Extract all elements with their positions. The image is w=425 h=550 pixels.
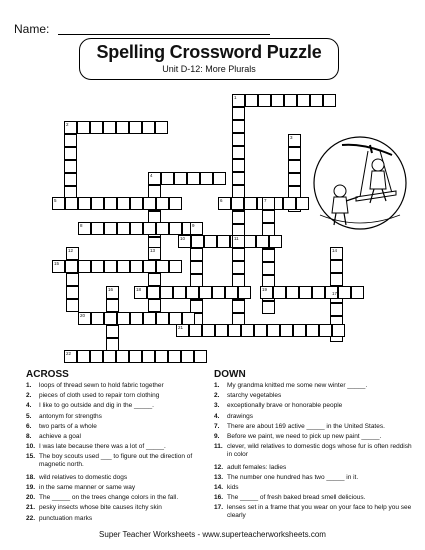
name-line[interactable] — [58, 34, 270, 35]
down-clue — [214, 433, 414, 441]
crossword-cell[interactable] — [90, 121, 103, 134]
clue-number: 15. — [26, 453, 36, 461]
clue-number-label: 9 — [192, 223, 195, 228]
crossword-cell[interactable] — [169, 197, 182, 210]
crossword-cell[interactable] — [319, 324, 332, 337]
clue-text: punctuation marks — [39, 514, 93, 522]
crossword-cell[interactable] — [130, 312, 143, 325]
crossword-cell[interactable] — [262, 249, 275, 262]
crossword-cell[interactable] — [181, 350, 194, 363]
clue-number: 16. — [214, 494, 224, 502]
clue-text: The boy scouts used ___ to figure out the direction of magnetic north. — [39, 453, 193, 468]
crossword-cell[interactable] — [91, 222, 104, 235]
crossword-cell[interactable] — [312, 286, 325, 299]
clue-number: 2. — [26, 392, 32, 400]
clue-number-label: 13 — [150, 248, 156, 253]
crossword-cell[interactable] — [245, 94, 258, 107]
across-heading: ACROSS — [26, 369, 69, 380]
crossword-cell[interactable] — [64, 160, 77, 173]
crossword-cell[interactable] — [271, 94, 284, 107]
across-clue — [26, 515, 206, 523]
crossword-cell[interactable] — [199, 286, 212, 299]
crossword-cell[interactable] — [187, 172, 200, 185]
crossword-cell[interactable] — [288, 160, 301, 173]
clue-number-label: 11 — [234, 236, 239, 241]
crossword-cell[interactable] — [293, 324, 306, 337]
illustration-circle — [314, 137, 406, 229]
swing-illustration — [312, 135, 408, 231]
clue-text: lenses set in a frame that you wear on your face to help you see clearly — [227, 504, 412, 519]
clue-number: 22. — [26, 514, 36, 522]
crossword-cell[interactable] — [232, 211, 245, 224]
clue-number: 3. — [214, 402, 220, 410]
clue-number-label: 10 — [180, 236, 186, 241]
clue-text: loops of thread sewn to hold fabric together — [39, 382, 164, 389]
crossword-cell[interactable] — [104, 312, 117, 325]
clue-number-label: 14 — [332, 248, 338, 253]
crossword-cell[interactable] — [323, 94, 336, 107]
clue-number: 1. — [214, 382, 220, 389]
clue-number: 19. — [26, 484, 36, 491]
crossword-cell[interactable] — [338, 286, 351, 299]
crossword-cell[interactable] — [351, 286, 364, 299]
crossword-cell[interactable] — [116, 350, 129, 363]
clue-number-label: 8 — [80, 223, 83, 228]
crossword-cell[interactable] — [104, 197, 117, 210]
crossword-cell[interactable] — [232, 261, 245, 274]
crossword-cell[interactable] — [66, 273, 79, 286]
crossword-cell[interactable] — [194, 350, 207, 363]
crossword-cell[interactable] — [267, 324, 280, 337]
crossword-cell[interactable] — [254, 324, 267, 337]
crossword-cell[interactable] — [106, 299, 119, 312]
down-clue — [214, 392, 414, 400]
crossword-cell[interactable] — [142, 350, 155, 363]
crossword-cell[interactable] — [130, 197, 143, 210]
crossword-cell[interactable] — [156, 197, 169, 210]
clue-number: 9. — [214, 433, 220, 440]
across-clue — [26, 484, 206, 492]
crossword-cell[interactable] — [238, 286, 251, 299]
crossword-cell[interactable] — [269, 235, 282, 248]
crossword-cell[interactable] — [130, 222, 143, 235]
clue-number-label: 5 — [54, 198, 57, 203]
crossword-cell[interactable] — [65, 260, 78, 273]
crossword-cell[interactable] — [78, 260, 91, 273]
across-clue — [26, 443, 206, 451]
crossword-cell[interactable] — [91, 260, 104, 273]
down-heading: DOWN — [214, 369, 246, 380]
crossword-cell[interactable] — [232, 172, 245, 185]
clue-number-label: 6 — [220, 198, 223, 203]
crossword-cell[interactable] — [217, 235, 230, 248]
down-clue — [214, 494, 414, 502]
crossword-cell[interactable] — [280, 324, 293, 337]
clue-number: 18. — [26, 473, 36, 481]
clue-number-label: 12 — [68, 248, 74, 253]
crossword-cell[interactable] — [169, 260, 182, 273]
crossword-cell[interactable] — [330, 273, 343, 286]
clue-number: 10. — [26, 443, 36, 451]
crossword-cell[interactable] — [156, 260, 169, 273]
clue-text: I was late because there was a lot of _____. — [39, 443, 166, 451]
clue-number: 14. — [214, 484, 224, 491]
clue-number-label: 3 — [290, 135, 293, 140]
down-clue — [214, 474, 414, 482]
crossword-cell[interactable] — [168, 350, 181, 363]
crossword-cell[interactable] — [117, 260, 130, 273]
clue-number: 5. — [26, 412, 32, 420]
crossword-cell[interactable] — [262, 262, 275, 275]
crossword-cell[interactable] — [104, 260, 117, 273]
clue-number-label: 16 — [108, 287, 114, 292]
clue-number: 20. — [26, 494, 36, 502]
crossword-cell[interactable] — [173, 286, 186, 299]
clue-text: pieces of cloth used to repair torn clothing — [39, 392, 160, 400]
crossword-cell[interactable] — [130, 260, 143, 273]
crossword-cell[interactable] — [225, 286, 238, 299]
clue-number: 13. — [214, 473, 224, 481]
clue-text: achieve a goal — [39, 433, 81, 440]
across-clue — [26, 474, 206, 482]
clue-number-label: 21 — [178, 325, 184, 330]
crossword-cell[interactable] — [103, 121, 116, 134]
across-clue — [26, 504, 206, 512]
crossword-cell[interactable] — [330, 303, 343, 316]
crossword-cell[interactable] — [284, 94, 297, 107]
page-subtitle: Unit D-12: More Plurals — [162, 64, 256, 74]
crossword-cell[interactable] — [64, 134, 77, 147]
crossword-cell[interactable] — [143, 197, 156, 210]
across-clue — [26, 392, 206, 400]
crossword-cell[interactable] — [288, 173, 301, 186]
crossword-cell[interactable] — [148, 299, 161, 312]
title-box — [79, 38, 339, 80]
child-head-bottom — [334, 185, 346, 197]
crossword-cell[interactable] — [330, 260, 343, 273]
crossword-cell[interactable] — [306, 324, 319, 337]
crossword-cell[interactable] — [215, 324, 228, 337]
across-clue — [26, 423, 206, 431]
crossword-cell[interactable] — [66, 299, 79, 312]
child-body-top — [370, 171, 386, 189]
crossword-cell[interactable] — [147, 286, 160, 299]
crossword-cell[interactable] — [283, 197, 296, 210]
crossword-cell[interactable] — [169, 222, 182, 235]
crossword-cell[interactable] — [64, 173, 77, 186]
crossword-cell[interactable] — [129, 121, 142, 134]
crossword-cell[interactable] — [232, 107, 245, 120]
child-body-bottom — [332, 197, 348, 213]
across-clue — [26, 433, 206, 441]
clue-text: wild relatives to domestic dogs — [39, 473, 128, 481]
clue-number-label: 22 — [66, 351, 72, 356]
clue-number-label: 18 — [136, 287, 142, 292]
crossword-cell[interactable] — [231, 197, 244, 210]
clue-number: 8. — [26, 433, 32, 440]
crossword-cell[interactable] — [77, 121, 90, 134]
crossword-cell[interactable] — [299, 286, 312, 299]
crossword-cell[interactable] — [232, 133, 245, 146]
crossword-cell[interactable] — [296, 197, 309, 210]
clue-number-label: 2 — [66, 122, 69, 127]
clue-text: There are about 169 active _____ in the United States. — [227, 422, 385, 430]
crossword-cell[interactable] — [65, 197, 78, 210]
crossword-cell[interactable] — [241, 324, 254, 337]
clue-number-label: 17 — [332, 291, 338, 296]
crossword-cell[interactable] — [117, 222, 130, 235]
crossword-cell[interactable] — [160, 286, 173, 299]
clue-number: 6. — [26, 422, 32, 430]
clue-text: kids — [227, 484, 239, 491]
crossword-cell[interactable] — [232, 159, 245, 172]
crossword-cell[interactable] — [228, 324, 241, 337]
crossword-cell[interactable] — [273, 286, 286, 299]
crossword-cell[interactable] — [189, 324, 202, 337]
crossword-cell[interactable] — [297, 94, 310, 107]
clue-text: in the same manner or same way — [39, 484, 136, 491]
crossword-cell[interactable] — [232, 120, 245, 133]
across-clue — [26, 382, 206, 390]
crossword-cell[interactable] — [116, 121, 129, 134]
footer: Super Teacher Worksheets - www.superteacherworksheets.com — [99, 530, 326, 539]
clue-text: antonym for strengths — [39, 412, 102, 420]
crossword-cell[interactable] — [262, 301, 275, 314]
crossword-cell[interactable] — [256, 235, 269, 248]
crossword-cell[interactable] — [143, 312, 156, 325]
crossword-cell[interactable] — [310, 94, 323, 107]
clue-text: clever, wild relatives to domestic dogs whose fur is often reddish in color — [227, 443, 412, 458]
crossword-cell[interactable] — [78, 197, 91, 210]
crossword-cell[interactable] — [244, 197, 257, 210]
crossword-cell[interactable] — [332, 324, 345, 337]
crossword-cell[interactable] — [191, 235, 204, 248]
clue-text: The number one hundred has two _____ in it. — [227, 473, 359, 481]
crossword-cell[interactable] — [155, 350, 168, 363]
child-head-top — [372, 159, 384, 171]
crossword-cell[interactable] — [106, 325, 119, 338]
clue-text: I like to go outside and dig in the _____. — [39, 402, 154, 410]
clue-number: 17. — [214, 504, 224, 512]
crossword-cell[interactable] — [117, 312, 130, 325]
clue-number: 11. — [214, 443, 223, 451]
clue-text: starchy vegetables — [227, 392, 282, 400]
crossword-cell[interactable] — [288, 147, 301, 160]
clue-number-label: 19 — [262, 287, 268, 292]
across-clue — [26, 494, 206, 502]
clue-number-label: 1 — [234, 95, 237, 100]
crossword-cell[interactable] — [190, 248, 203, 261]
crossword-cell[interactable] — [156, 222, 169, 235]
crossword-cell[interactable] — [286, 286, 299, 299]
crossword-cell[interactable] — [202, 324, 215, 337]
down-clue — [214, 402, 414, 410]
clue-text: My grandma knitted me some new winter _____. — [227, 382, 368, 389]
clue-number: 1. — [26, 382, 32, 389]
crossword-cell[interactable] — [142, 121, 155, 134]
crossword-cell[interactable] — [190, 261, 203, 274]
crossword-cell[interactable] — [186, 286, 199, 299]
crossword-cell[interactable] — [143, 222, 156, 235]
name-label: Name: — [14, 22, 50, 36]
crossword-cell[interactable] — [143, 260, 156, 273]
crossword-cell[interactable] — [258, 94, 271, 107]
clue-number-label: 7 — [264, 198, 267, 203]
down-clue — [214, 484, 414, 492]
crossword-cell[interactable] — [213, 172, 226, 185]
crossword-cell[interactable] — [262, 210, 275, 223]
clue-text: The _____ of fresh baked bread smell delicious. — [227, 494, 366, 502]
down-clue — [214, 443, 414, 458]
crossword-cell[interactable] — [91, 197, 104, 210]
clue-text: The _____ on the trees change colors in the fall. — [39, 494, 179, 502]
crossword-cell[interactable] — [204, 235, 217, 248]
clue-text: two parts of a whole — [39, 422, 97, 430]
clue-number-label: 15 — [54, 261, 60, 266]
crossword-cell[interactable] — [161, 172, 174, 185]
crossword-cell[interactable] — [174, 172, 187, 185]
clue-text: drawings — [227, 412, 254, 420]
crossword-cell[interactable] — [200, 172, 213, 185]
crossword-cell[interactable] — [156, 312, 169, 325]
crossword-cell[interactable] — [66, 286, 79, 299]
clue-text: exceptionally brave or honorable people — [227, 402, 343, 410]
across-clue — [26, 453, 206, 468]
crossword-cell[interactable] — [129, 350, 142, 363]
clue-number-label: 20 — [80, 313, 86, 318]
down-clue — [214, 504, 414, 519]
crossword-cell[interactable] — [64, 147, 77, 160]
clue-number-label: 4 — [150, 173, 153, 178]
crossword-cell[interactable] — [91, 312, 104, 325]
clue-text: Before we paint, we need to pick up new paint _____. — [227, 433, 382, 440]
down-clue — [214, 382, 414, 390]
crossword-cell[interactable] — [104, 222, 117, 235]
crossword-cell[interactable] — [232, 248, 245, 261]
crossword-cell[interactable] — [212, 286, 225, 299]
clue-number: 21. — [26, 504, 36, 512]
down-clue — [214, 464, 414, 472]
crossword-cell[interactable] — [232, 300, 245, 313]
crossword-cell[interactable] — [90, 350, 103, 363]
crossword-cell[interactable] — [155, 121, 168, 134]
crossword-cell[interactable] — [117, 197, 130, 210]
across-clue — [26, 413, 206, 421]
page-title: Spelling Crossword Puzzle — [96, 42, 322, 62]
across-clue — [26, 402, 206, 410]
clue-text: adult females: ladies — [227, 463, 287, 471]
clue-number: 2. — [214, 392, 220, 400]
clue-number: 7. — [214, 422, 220, 430]
crossword-cell[interactable] — [77, 350, 90, 363]
down-clue — [214, 423, 414, 431]
crossword-cell[interactable] — [148, 273, 161, 286]
crossword-cell[interactable] — [232, 146, 245, 159]
clue-text: pesky insects whose bite causes itchy skin — [39, 504, 162, 512]
down-clue — [214, 413, 414, 421]
clue-number: 12. — [214, 463, 224, 471]
clue-number: 4. — [26, 402, 32, 410]
crossword-cell[interactable] — [103, 350, 116, 363]
clue-number: 4. — [214, 412, 220, 420]
